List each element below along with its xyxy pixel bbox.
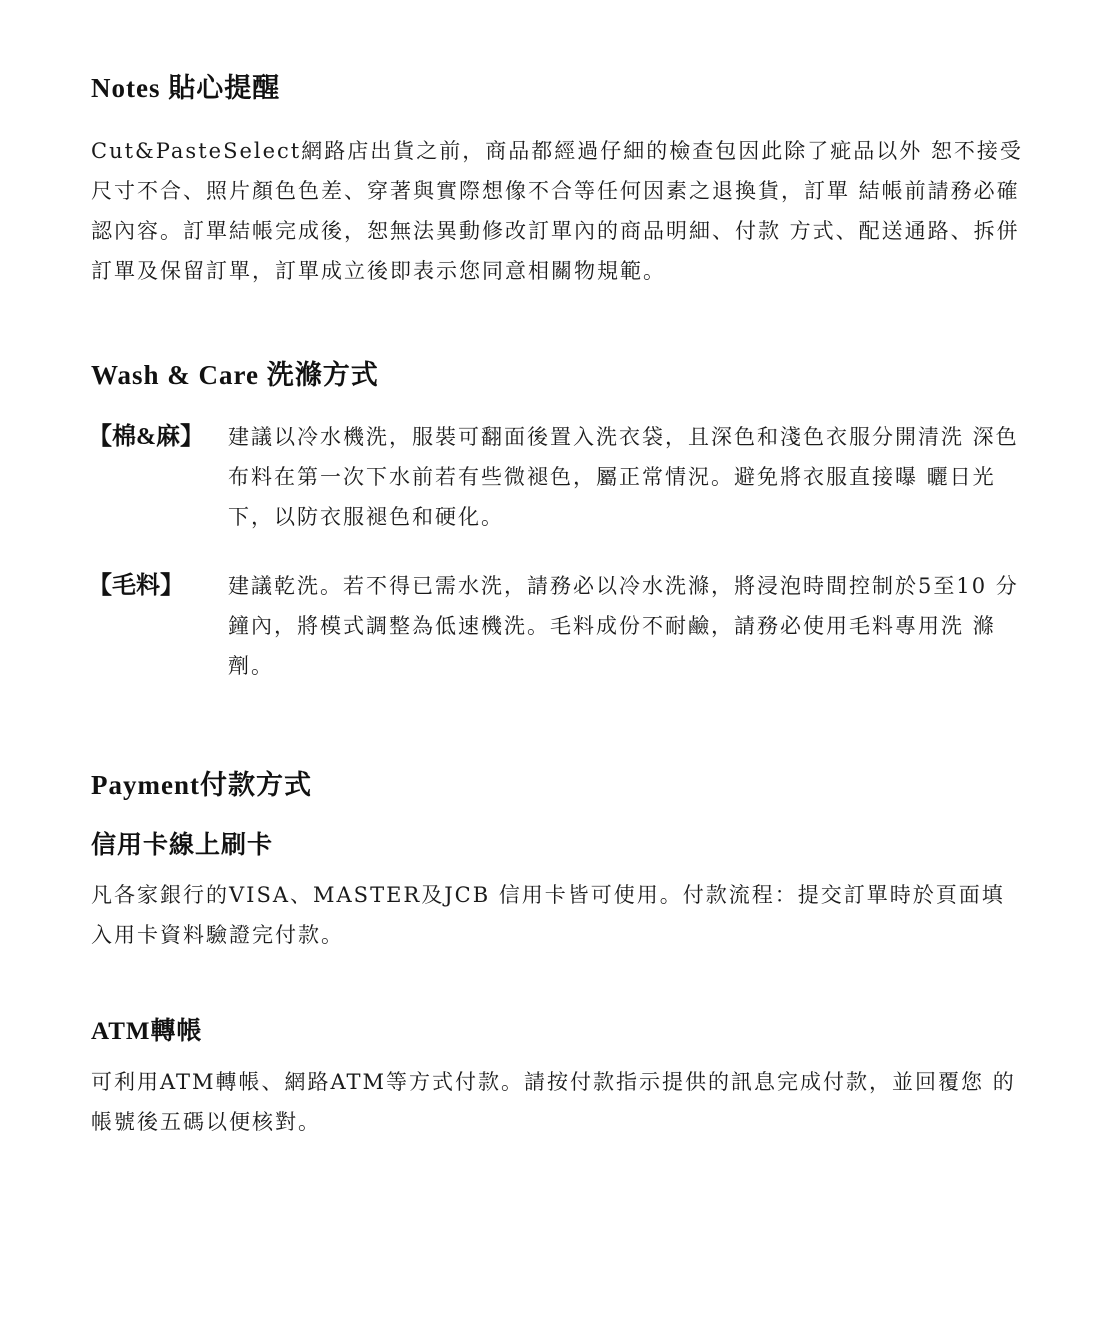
notes-heading: Notes 貼心提醒	[91, 73, 281, 103]
care-text-cotton-linen: 建議以冷水機洗，服裝可翻面後置入洗衣袋，且深色和淺色衣服分開清洗 深色布料在第一次下水前若有些微褪色，屬正常情況。避免將衣服直接曝 曬日光下，以防衣服褪色和硬化。	[228, 425, 1019, 529]
notes-body: Cut&PasteSelect網路店出貨之前，商品都經過仔細的檢查包因此除了疵品以外 恕不接受尺寸不合、照片顏色色差、穿著與實際想像不合等任何因素之退換貨，訂單 結帳前請務必確認內容。訂單結帳完成後，恕無法異動修改訂單內的商品明細、付款 方式、配送通路、拆併訂單及保留訂單，訂單成立後即表示您同意相關物規範。	[91, 139, 1023, 283]
atm-heading: ATM轉帳	[91, 1018, 203, 1045]
credit-card-body: 凡各家銀行的VISA、MASTER及JCB 信用卡皆可使用。付款流程：提交訂單時於頁面填 入用卡資料驗證完付款。	[91, 883, 1005, 947]
wash-care-heading: Wash & Care 洗滌方式	[91, 360, 379, 390]
care-text-wool: 建議乾洗。若不得已需水洗，請務必以冷水洗滌，將浸泡時間控制於5至10 分鐘內，將模式調整為低速機洗。毛料成份不耐鹼，請務必使用毛料專用洗 滌劑。	[228, 574, 1019, 678]
atm-body: 可利用ATM轉帳、網路ATM等方式付款。請按付款指示提供的訊息完成付款，並回覆您 的帳號後五碼以便核對。	[91, 1070, 1016, 1134]
credit-card-heading: 信用卡線上刷卡	[91, 832, 274, 859]
care-label-wool: 【毛料】	[88, 573, 184, 599]
payment-heading: Payment付款方式	[91, 770, 312, 800]
care-label-cotton-linen: 【棉&麻】	[88, 424, 204, 450]
